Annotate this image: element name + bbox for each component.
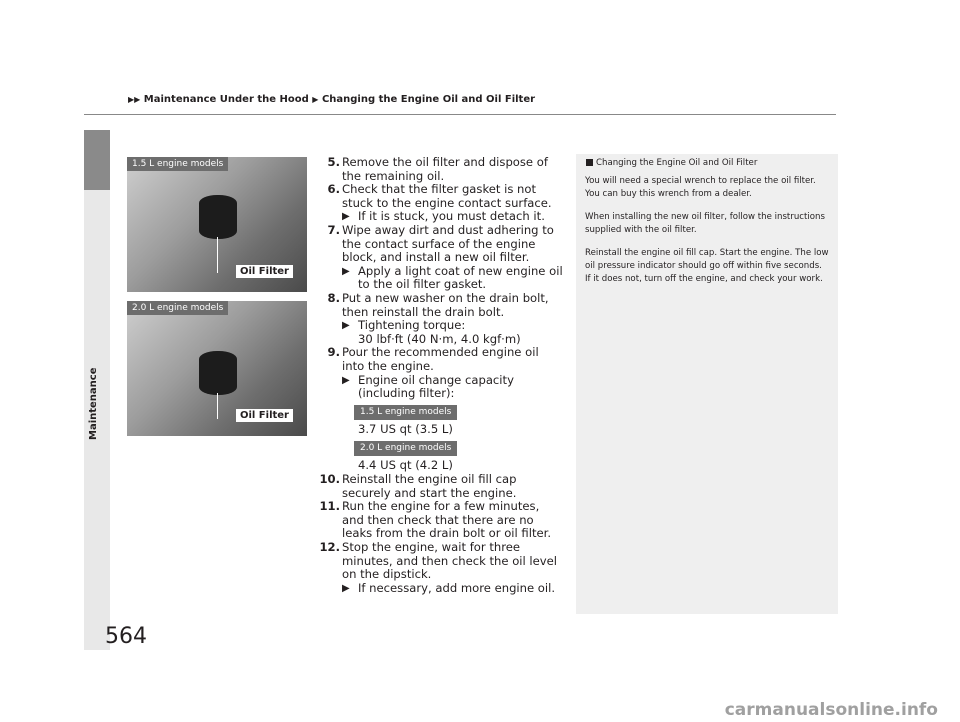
figure-tag: 2.0 L engine models xyxy=(127,301,228,315)
figure-label: Oil Filter xyxy=(236,265,293,278)
step-9-note: ▶ Engine oil change capacity (including filter): xyxy=(342,372,514,401)
figure-tag: 1.5 L engine models xyxy=(127,157,228,171)
page-number: 564 xyxy=(105,624,147,649)
oil-filter-graphic xyxy=(199,351,237,395)
step-9: 9. Pour the recommended engine oil into the engine. xyxy=(327,345,539,373)
note-title: Changing the Engine Oil and Oil Filter xyxy=(586,158,757,168)
section-tab[interactable] xyxy=(84,130,110,190)
note-paragraph: When installing the new oil filter, follow the instructions supplied with the oil filter. xyxy=(585,211,825,236)
capacity-tag: 1.5 L engine models xyxy=(354,405,457,421)
figure-oil-filter-2-0l xyxy=(127,301,307,436)
breadcrumb-item-oil-change[interactable]: Changing the Engine Oil and Oil Filter xyxy=(321,94,536,105)
breadcrumb-item-maintenance[interactable]: Maintenance Under the Hood xyxy=(143,94,309,105)
capacity-value: 4.4 US qt (4.2 L) xyxy=(358,458,453,473)
step-8: 8. Put a new washer on the drain bolt, then reinstall the drain bolt. xyxy=(327,290,549,319)
breadcrumb xyxy=(128,94,535,105)
procedure-steps xyxy=(318,156,563,595)
step-6: 6. Check that the filter gasket is not stuck to the engine contact surface. xyxy=(327,182,552,210)
step-12-note: ▶ If necessary, add more engine oil. xyxy=(342,580,556,595)
arrow-right-icon: ▶ xyxy=(342,265,350,277)
step-8-note: ▶ Tightening torque: xyxy=(342,318,466,333)
leader-line xyxy=(217,393,218,419)
watermark: carmanualsonline.info xyxy=(724,700,938,720)
note-paragraph: Reinstall the engine oil fill cap. Start the engine. The low oil pressure indicator should go off within five seconds. If it does not, turn off the engine, and check your work. xyxy=(585,247,829,285)
step-7: 7. Wipe away dirt and dust adhering to the contact surface of the engine block, and install a new oil filter. xyxy=(327,222,554,265)
step-10: 10. Reinstall the engine oil fill cap securely and start the engine. xyxy=(319,472,517,500)
chevron-right-icon: ▶ xyxy=(312,95,319,104)
figure-label: Oil Filter xyxy=(236,409,293,422)
note-paragraph: You will need a special wrench to replace the oil filter. You can buy this wrench from a dealer. xyxy=(585,176,816,200)
capacity-value: 3.7 US qt (3.5 L) xyxy=(358,422,453,437)
step-6-note: ▶ If it is stuck, you must detach it. xyxy=(342,209,545,224)
header-divider xyxy=(84,114,836,115)
arrow-right-icon: ▶ xyxy=(342,582,350,594)
oil-filter-graphic xyxy=(199,195,237,239)
section-label: Maintenance xyxy=(88,367,99,440)
step-11: 11. Run the engine for a few minutes, and then check that there are no leaks from the drain bolt or oil filter. xyxy=(319,499,552,541)
arrow-right-icon: ▶ xyxy=(342,374,350,386)
note-marker-icon xyxy=(586,159,593,166)
torque-value: 30 lbf·ft (40 N·m, 4.0 kgf·m) xyxy=(358,331,521,346)
note-body xyxy=(585,175,830,296)
step-5: 5. Remove the oil filter and dispose of the remaining oil. xyxy=(327,155,548,183)
step-7-note: ▶ Apply a light coat of new engine oil to the oil filter gasket. xyxy=(342,263,563,292)
arrow-right-icon: ▶ xyxy=(342,320,350,332)
arrow-right-icon: ▶ xyxy=(342,211,350,223)
chevron-right-icon: ▶▶ xyxy=(128,95,141,104)
figure-oil-filter-1-5l xyxy=(127,157,307,292)
capacity-tag: 2.0 L engine models xyxy=(354,441,457,457)
leader-line xyxy=(217,237,218,273)
step-12: 12. Stop the engine, wait for three minutes, and then check the oil level on the dipstick. xyxy=(319,540,557,582)
